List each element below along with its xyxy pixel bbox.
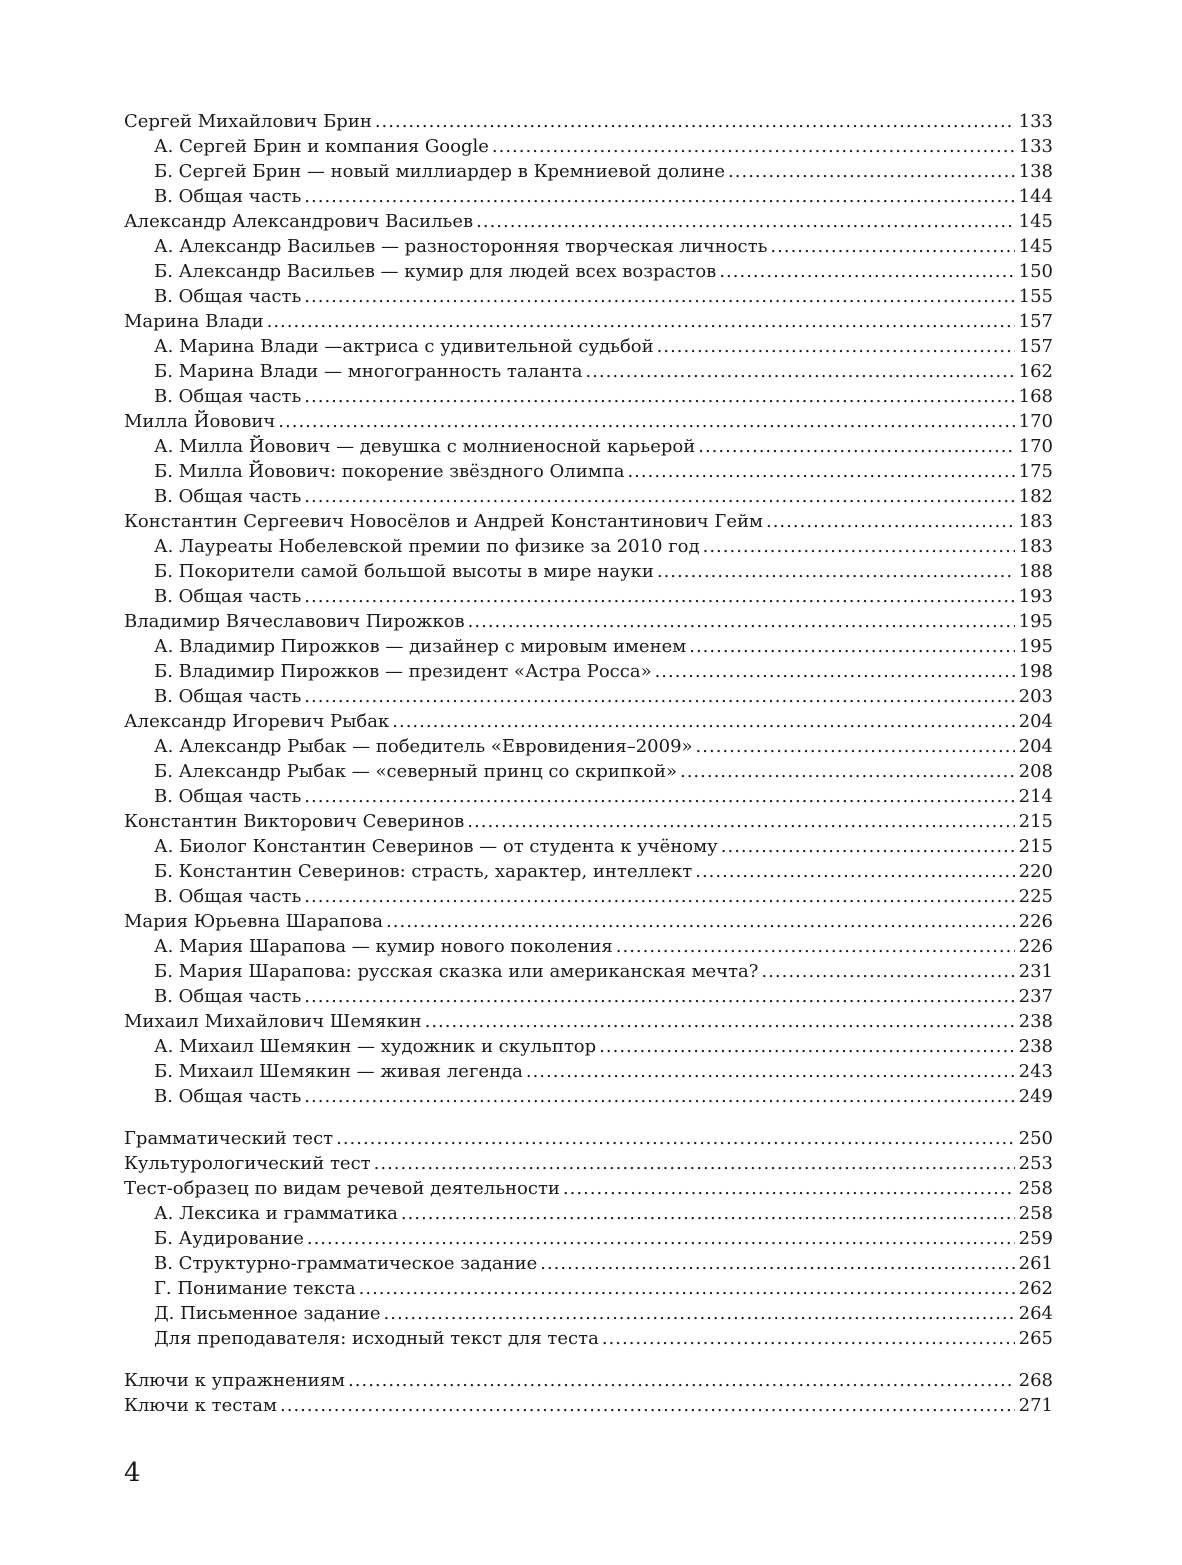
toc-entry-title: В. Общая часть [154,686,302,707]
toc-subentry[interactable] [124,359,1053,384]
toc-entry-page: 133 [1018,111,1053,132]
toc-subentry[interactable] [124,484,1053,509]
toc-entry[interactable] [124,809,1053,834]
dot-leader [616,934,1015,959]
toc-entry-title: Б. Милла Йовович: покорение звёздного Олимпа [154,461,625,482]
toc-entry-title: Б. Александр Васильев — кумир для людей всех возрастов [154,261,717,282]
dot-leader [304,184,1014,209]
toc-entry-title: Мария Юрьевна Шарапова [124,911,384,932]
toc-entry-page: 225 [1018,886,1053,907]
toc-entry-page: 238 [1018,1036,1053,1057]
dot-leader [680,759,1015,784]
toc-entry-page: 170 [1018,411,1053,432]
toc-subentry[interactable] [124,334,1053,359]
toc-subentry[interactable] [124,984,1053,1009]
dot-leader [696,734,1015,759]
toc-section [124,1126,1053,1351]
dot-leader [304,984,1014,1009]
toc-entry-page: 168 [1018,386,1053,407]
toc-subentry[interactable] [124,684,1053,709]
toc-entry-page: 204 [1018,711,1053,732]
toc-entry-title: А. Марина Влади —актриса с удивительной судьбой [154,336,654,357]
toc-subentry[interactable] [124,784,1053,809]
toc-subentry[interactable] [124,759,1053,784]
toc-subentry[interactable] [124,459,1053,484]
toc-entry-title: В. Общая часть [154,186,302,207]
toc-subentry[interactable] [124,884,1053,909]
toc-entry-page: 268 [1018,1370,1053,1391]
dot-leader [689,634,1014,659]
toc-entry-page: 226 [1018,936,1053,957]
toc-entry-title: Г. Понимание текста [154,1278,356,1299]
toc-entry-title: Сергей Михайлович Брин [124,111,372,132]
toc-entry-page: 231 [1018,961,1053,982]
toc-subentry[interactable] [124,1301,1053,1326]
dot-leader [468,609,1015,634]
toc-entry[interactable] [124,309,1053,334]
toc-entry[interactable] [124,1393,1053,1418]
dot-leader [304,284,1014,309]
toc-entry-page: 250 [1018,1128,1053,1149]
toc-entry-page: 215 [1018,836,1053,857]
toc-entry-title: Александр Игоревич Рыбак [124,711,390,732]
toc-entry-title: Для преподавателя: исходный текст для теста [154,1328,599,1349]
toc-entry-page: 193 [1018,586,1053,607]
toc-entry-title: В. Структурно-грамматическое задание [154,1253,538,1274]
toc-subentry[interactable] [124,1251,1053,1276]
toc-entry-page: 220 [1018,861,1053,882]
dot-leader [304,584,1014,609]
toc-entry-page: 155 [1018,286,1053,307]
toc-entry-title: Б. Михаил Шемякин — живая легенда [154,1061,523,1082]
dot-leader [703,534,1015,559]
toc-entry-page: 214 [1018,786,1053,807]
toc-entry-page: 138 [1018,161,1053,182]
dot-leader [721,834,1015,859]
toc-entry-title: Б. Константин Северинов: страсть, характер, интеллект [154,861,693,882]
toc-entry-title: Александр Александрович Васильев [124,211,474,232]
toc-entry-page: 145 [1018,236,1053,257]
dot-leader [585,359,1014,384]
dot-leader [267,309,1015,334]
toc-entry[interactable] [124,609,1053,634]
dot-leader [766,509,1015,534]
toc-subentry[interactable] [124,384,1053,409]
dot-leader [657,559,1015,584]
toc-subentry[interactable] [124,159,1053,184]
toc-entry-page: 198 [1018,661,1053,682]
toc-subentry[interactable] [124,1034,1053,1059]
toc-entry-page: 150 [1018,261,1053,282]
toc-entry-page: 203 [1018,686,1053,707]
toc-entry-title: Культурологический тест [124,1153,371,1174]
toc-entry-page: 145 [1018,211,1053,232]
toc-entry[interactable] [124,909,1053,934]
toc-entry-page: 265 [1018,1328,1053,1349]
toc-subentry[interactable] [124,259,1053,284]
toc-entry-title: Б. Владимир Пирожков — президент «Астра Росса» [154,661,652,682]
toc-entry[interactable] [124,1009,1053,1034]
dot-leader [304,484,1014,509]
dot-leader [655,659,1015,684]
dot-leader [359,1276,1015,1301]
toc-subentry[interactable] [124,934,1053,959]
toc-subentry[interactable] [124,234,1053,259]
toc-subentry[interactable] [124,659,1053,684]
toc-subentry[interactable] [124,1226,1053,1251]
toc-entry-title: А. Лексика и грамматика [154,1203,398,1224]
dot-leader [770,234,1014,259]
toc-entry[interactable] [124,109,1053,134]
dot-leader [375,109,1015,134]
toc-entry-page: 175 [1018,461,1053,482]
toc-subentry[interactable] [124,1059,1053,1084]
toc-subentry[interactable] [124,134,1053,159]
toc-entry-page: 183 [1018,511,1053,532]
toc-section [124,1368,1053,1418]
toc-entry-page: 258 [1018,1203,1053,1224]
toc-entry-title: В. Общая часть [154,1086,302,1107]
toc-subentry[interactable] [124,559,1053,584]
dot-leader [698,434,1014,459]
dot-leader [657,334,1015,359]
dot-leader [695,859,1014,884]
toc-entry-page: 271 [1018,1395,1053,1416]
toc-entry-page: 170 [1018,436,1053,457]
toc-entry-title: Ключи к тестам [124,1395,278,1416]
toc-entry-page: 215 [1018,811,1053,832]
toc-entry-page: 249 [1018,1086,1053,1107]
toc-entry-page: 162 [1018,361,1053,382]
toc-entry[interactable] [124,1176,1053,1201]
toc-entry-page: 195 [1018,611,1053,632]
toc-entry-title: Б. Мария Шарапова: русская сказка или американская мечта? [154,961,759,982]
dot-leader [348,1368,1015,1393]
toc-entry-title: Ключи к упражнениям [124,1370,346,1391]
toc-entry-page: 204 [1018,736,1053,757]
dot-leader [563,1176,1015,1201]
dot-leader [728,159,1015,184]
toc-subentry[interactable] [124,1326,1053,1351]
toc-entry-title: В. Общая часть [154,786,302,807]
dot-leader [307,1226,1015,1251]
toc-entry-title: А. Сергей Брин и компания Google [154,136,489,157]
toc-subentry[interactable] [124,1201,1053,1226]
toc-entry-title: Б. Покорители самой большой высоты в мире науки [154,561,654,582]
dot-leader [492,134,1015,159]
toc-entry-title: Б. Марина Влади — многогранность таланта [154,361,583,382]
dot-leader [719,259,1014,284]
toc-entry-page: 195 [1018,636,1053,657]
dot-leader [526,1059,1015,1084]
dot-leader [602,1326,1015,1351]
toc-entry-title: А. Александр Рыбак — победитель «Евровидения–2009» [154,736,693,757]
toc-entry-page: 183 [1018,536,1053,557]
toc-entry-title: В. Общая часть [154,486,302,507]
toc-entry-title: А. Милла Йовович — девушка с молниеносной карьерой [154,436,696,457]
toc-entry-page: 243 [1018,1061,1053,1082]
toc-entry-title: Владимир Вячеславович Пирожков [124,611,465,632]
toc-entry-page: 208 [1018,761,1053,782]
table-of-contents [124,109,1053,1418]
toc-section [124,109,1053,1109]
dot-leader [304,384,1014,409]
toc-entry-title: Марина Влади [124,311,264,332]
toc-subentry[interactable] [124,1084,1053,1109]
dot-leader [304,884,1014,909]
dot-leader [392,709,1014,734]
dot-leader [374,1151,1015,1176]
dot-leader [540,1251,1014,1276]
toc-entry[interactable] [124,409,1053,434]
toc-entry[interactable] [124,1368,1053,1393]
toc-entry-title: Д. Письменное задание [154,1303,381,1324]
toc-entry-title: Милла Йовович [124,411,276,432]
toc-entry-title: А. Михаил Шемякин — художник и скульптор [154,1036,597,1057]
dot-leader [280,1393,1015,1418]
toc-subentry[interactable] [124,734,1053,759]
toc-entry[interactable] [124,709,1053,734]
toc-entry[interactable] [124,209,1053,234]
page-number: 4 [124,1458,141,1488]
toc-entry-title: Грамматический тест [124,1128,334,1149]
toc-entry-page: 259 [1018,1228,1053,1249]
toc-entry-title: Константин Сергеевич Новосёлов и Андрей Константинович Гейм [124,511,763,532]
toc-entry-title: В. Общая часть [154,386,302,407]
toc-entry-title: Б. Сергей Брин — новый миллиардер в Кремниевой долине [154,161,726,182]
toc-subentry[interactable] [124,284,1053,309]
toc-entry-title: А. Биолог Константин Северинов — от студента к учёному [154,836,718,857]
toc-subentry[interactable] [124,634,1053,659]
toc-entry-title: Константин Викторович Северинов [124,811,465,832]
dot-leader [467,809,1014,834]
dot-leader [278,409,1014,434]
dot-leader [476,209,1015,234]
toc-entry-page: 133 [1018,136,1053,157]
dot-leader [599,1034,1014,1059]
toc-entry-page: 188 [1018,561,1053,582]
toc-entry-title: А. Александр Васильев — разносторонняя творческая личность [154,236,768,257]
toc-entry-page: 226 [1018,911,1053,932]
toc-entry-page: 261 [1018,1253,1053,1274]
toc-entry[interactable] [124,1151,1053,1176]
dot-leader [761,959,1014,984]
toc-subentry[interactable] [124,834,1053,859]
toc-entry-title: А. Владимир Пирожков — дизайнер с мировым именем [154,636,687,657]
toc-subentry[interactable] [124,1276,1053,1301]
toc-subentry[interactable] [124,584,1053,609]
toc-subentry[interactable] [124,959,1053,984]
toc-entry-title: А. Лауреаты Нобелевской премии по физике за 2010 год [154,536,700,557]
dot-leader [304,784,1014,809]
toc-entry-page: 238 [1018,1011,1053,1032]
toc-entry-title: Тест-образец по видам речевой деятельности [124,1178,560,1199]
toc-entry-page: 157 [1018,311,1053,332]
toc-entry-page: 258 [1018,1178,1053,1199]
toc-entry-page: 262 [1018,1278,1053,1299]
dot-leader [384,1301,1015,1326]
dot-leader [304,1084,1014,1109]
toc-entry-title: В. Общая часть [154,586,302,607]
toc-entry-page: 253 [1018,1153,1053,1174]
toc-entry-title: А. Мария Шарапова — кумир нового поколения [154,936,613,957]
dot-leader [304,684,1014,709]
dot-leader [401,1201,1015,1226]
toc-entry-page: 157 [1018,336,1053,357]
toc-entry-page: 264 [1018,1303,1053,1324]
toc-entry-page: 144 [1018,186,1053,207]
toc-entry-page: 237 [1018,986,1053,1007]
toc-subentry[interactable] [124,184,1053,209]
toc-entry-title: Михаил Михайлович Шемякин [124,1011,422,1032]
toc-entry[interactable] [124,1126,1053,1151]
toc-entry-page: 182 [1018,486,1053,507]
dot-leader [425,1009,1015,1034]
toc-entry-title: Б. Александр Рыбак — «северный принц со скрипкой» [154,761,677,782]
dot-leader [386,909,1015,934]
dot-leader [627,459,1014,484]
toc-entry-title: Б. Аудирование [154,1228,304,1249]
toc-entry-title: В. Общая часть [154,286,302,307]
toc-entry-title: В. Общая часть [154,886,302,907]
toc-subentry[interactable] [124,434,1053,459]
toc-entry-title: В. Общая часть [154,986,302,1007]
toc-subentry[interactable] [124,534,1053,559]
toc-entry[interactable] [124,509,1053,534]
toc-subentry[interactable] [124,859,1053,884]
dot-leader [336,1126,1015,1151]
